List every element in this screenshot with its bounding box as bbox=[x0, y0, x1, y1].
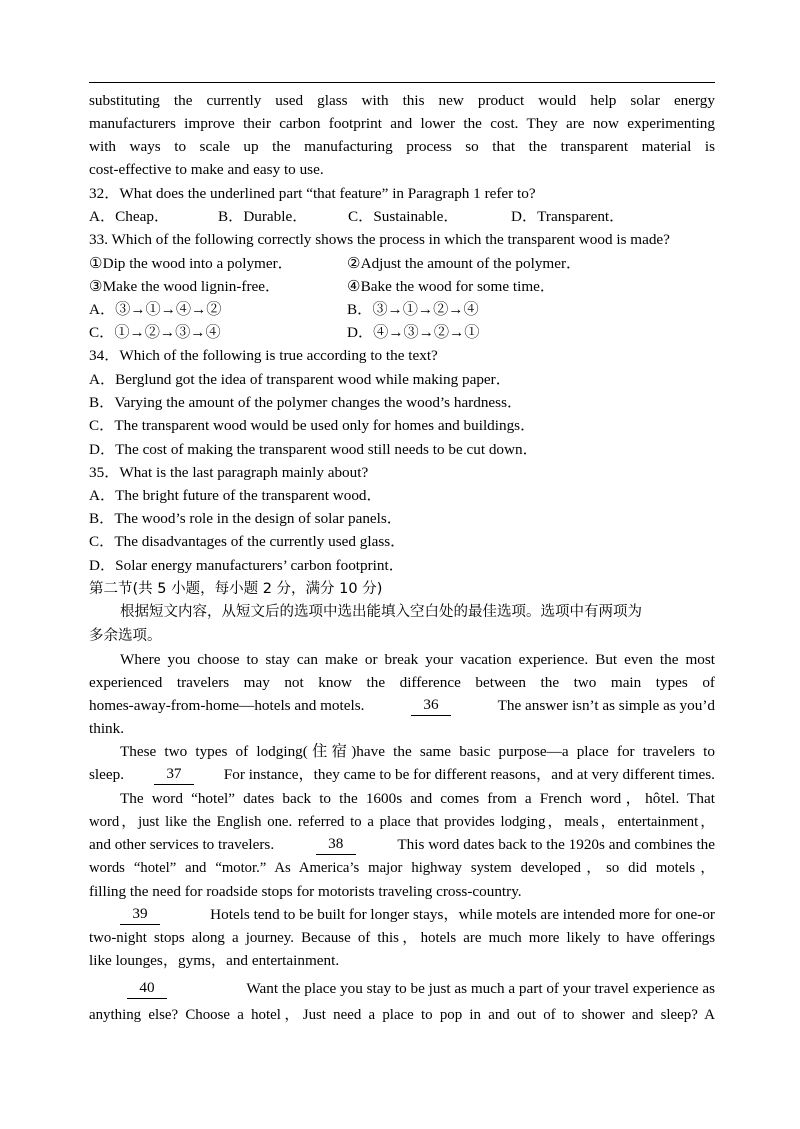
question-33-step-4: ④Bake the wood for some time． bbox=[347, 278, 556, 295]
cloze-line: words “hotel” and “motor.” As America’s major highway system developed，so did motels， bbox=[89, 860, 715, 876]
question-35-stem: 35．What is the last paragraph mainly about? bbox=[89, 464, 369, 481]
cloze-text: and other services to travelers. bbox=[89, 836, 275, 853]
cloze-line bbox=[89, 905, 715, 925]
blank-39[interactable]: 39 bbox=[120, 905, 160, 925]
cloze-line bbox=[89, 835, 715, 855]
question-32-option-b: B．Durable． bbox=[218, 208, 308, 225]
cloze-line: anything else? Choose a hotel，Just need a place to pop in and out of to shower and sleep? A bbox=[89, 1007, 715, 1023]
cloze-text: Hotels tend to be built for longer stays，while motels are intended more for one-or bbox=[210, 906, 715, 923]
cloze-text: homes-away-from-home—hotels and motels. bbox=[89, 697, 365, 714]
blank-38[interactable]: 38 bbox=[316, 835, 356, 855]
cloze-line: experienced travelers may not know the difference between the two main types of bbox=[89, 674, 715, 691]
question-32-stem: 32．What does the underlined part “that feature” in Paragraph 1 refer to? bbox=[89, 185, 536, 202]
question-32-option-a: A．Cheap． bbox=[89, 208, 170, 225]
question-34-option-d: D．The cost of making the transparent wood still needs to be cut down． bbox=[89, 441, 538, 458]
question-35-option-d: D．Solar energy manufacturers’ carbon footprint． bbox=[89, 557, 404, 574]
question-33-step-1: ①Dip the wood into a polymer． bbox=[89, 255, 293, 272]
question-32-option-d: D．Transparent． bbox=[511, 208, 625, 225]
question-35-option-c: C．The disadvantages of the currently used glass． bbox=[89, 533, 406, 550]
question-34-stem: 34．Which of the following is true according to the text? bbox=[89, 347, 438, 364]
passage-line: with ways to scale up the manufacturing process so that the transparent material is bbox=[89, 138, 715, 155]
section-2-instruction: 多余选项。 bbox=[89, 628, 162, 644]
question-33-option-c: C．①→②→③→④ bbox=[89, 324, 221, 341]
cloze-line: like lounges，gyms，and entertainment. bbox=[89, 952, 340, 969]
cloze-text: This word dates back to the 1920s and combines the bbox=[397, 836, 715, 853]
section-2-heading: 第二节(共 5 小题，每小题 2 分，满分 10 分) bbox=[89, 581, 383, 597]
question-32-option-c: C．Sustainable． bbox=[348, 208, 459, 225]
question-33-option-b: B．③→①→②→④ bbox=[347, 301, 479, 318]
cloze-text: Want the place you stay to be just as much a part of your travel experience as bbox=[246, 980, 715, 997]
question-33-step-2: ②Adjust the amount of the polymer． bbox=[347, 255, 582, 272]
cloze-line: think. bbox=[89, 720, 125, 737]
cloze-line: The word “hotel” dates back to the 1600s and comes from a French word，hôtel. That bbox=[120, 790, 715, 807]
question-34-option-a: A．Berglund got the idea of transparent wood while making paper． bbox=[89, 371, 511, 388]
cloze-line: word，just like the English one. referred to a place that provides lodging，meals，entertainment， bbox=[89, 814, 715, 830]
passage-line: cost-effective to make and easy to use. bbox=[89, 161, 324, 178]
cloze-line bbox=[89, 979, 715, 999]
cloze-line: These two types of lodging(住宿)have the same basic purpose—a place for travelers to bbox=[120, 743, 715, 760]
question-33-step-3: ③Make the wood lignin-free． bbox=[89, 278, 281, 295]
blank-40[interactable]: 40 bbox=[127, 979, 167, 999]
question-33-option-a: A．③→①→④→② bbox=[89, 301, 222, 318]
question-33-option-d: D．④→③→②→① bbox=[347, 324, 480, 341]
cloze-text: The answer isn’t as simple as you’d bbox=[497, 697, 715, 714]
cloze-text: sleep. bbox=[89, 766, 125, 783]
cloze-line bbox=[89, 696, 715, 716]
cloze-line: filling the need for roadside stops for motorists traveling cross-country. bbox=[89, 883, 522, 900]
section-2-instruction: 根据短文内容，从短文后的选项中选出能填入空白处的最佳选项。选项中有两项为 bbox=[120, 604, 642, 620]
cloze-line bbox=[89, 765, 715, 785]
question-34-option-b: B．Varying the amount of the polymer changes the wood’s hardness． bbox=[89, 394, 523, 411]
question-35-option-b: B．The wood’s role in the design of solar panels． bbox=[89, 510, 402, 527]
passage-line: manufacturers improve their carbon footprint and lower the cost. They are now experimenting bbox=[89, 115, 715, 132]
cloze-line: Where you choose to stay can make or break your vacation experience. But even the most bbox=[120, 651, 715, 668]
header-rule bbox=[89, 82, 715, 83]
passage-line: substituting the currently used glass with this new product would help solar energy bbox=[89, 92, 715, 109]
blank-36[interactable]: 36 bbox=[411, 696, 451, 716]
question-35-option-a: A．The bright future of the transparent wood． bbox=[89, 487, 382, 504]
cloze-text: For instance，they came to be for different reasons，and at very different times. bbox=[223, 766, 715, 783]
question-33-stem: 33. Which of the following correctly shows the process in which the transparent wood is made? bbox=[89, 231, 670, 248]
question-34-option-c: C．The transparent wood would be used only for homes and buildings． bbox=[89, 417, 536, 434]
blank-37[interactable]: 37 bbox=[154, 765, 194, 785]
cloze-line: two-night stops along a journey. Because of this，hotels are much more likely to have offerings bbox=[89, 930, 715, 946]
